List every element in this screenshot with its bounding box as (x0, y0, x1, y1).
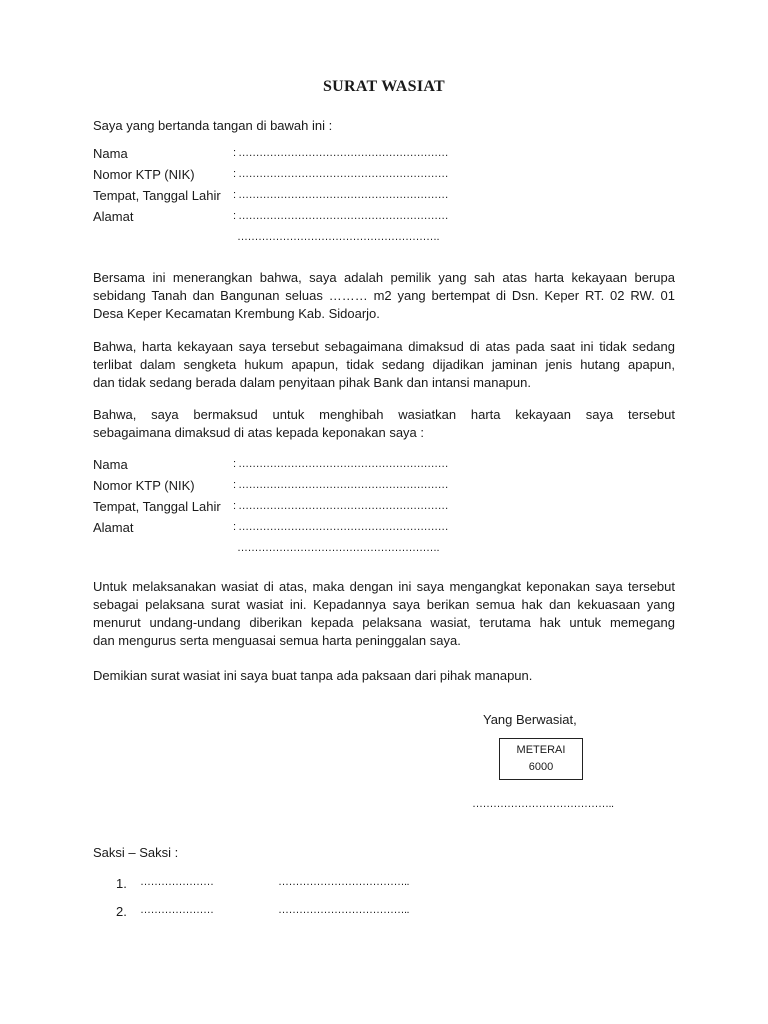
field-label: Alamat (93, 520, 134, 535)
field-row-alamat-cont (93, 538, 448, 559)
field-label: Nomor KTP (NIK) (93, 167, 195, 182)
field-row-nik (93, 475, 448, 496)
stamp-line: METERAI (516, 744, 566, 756)
field-row-alamat (93, 206, 448, 227)
beneficiary-fields (93, 454, 448, 559)
witness-row (116, 904, 409, 919)
field-dots: : …………………………………………………… (233, 210, 449, 222)
field-dots: : …………………………………………………… (233, 479, 449, 491)
field-dots: : …………………………………………………… (233, 521, 449, 533)
field-row-nik (93, 164, 448, 185)
paragraph-line: Bahwa, harta kekayaan saya tersebut sebagaimana dimaksud di atas pada saat ini tidak sedang (93, 339, 675, 354)
witness-name-dots: ………………… (140, 876, 214, 888)
paragraph-line: Untuk melaksanakan wasiat di atas, maka dengan ini saya mengangkat keponakan saya tersebut (93, 579, 675, 594)
paragraph-line: menurut undang-undang diberikan kepada pelaksana wasiat, terutama hak untuk memegang (93, 615, 675, 630)
testator-fields (93, 143, 448, 248)
paragraph-line: Desa Keper Kecamatan Krembung Kab. Sidoarjo. (93, 306, 380, 321)
witness-name-dots: ………………… (140, 904, 214, 916)
field-row-ttl (93, 185, 448, 206)
field-label: Nama (93, 146, 128, 161)
field-dots: : …………………………………………………… (233, 458, 449, 470)
field-row-nama (93, 143, 448, 164)
witness-number: 1. (116, 876, 127, 891)
paragraph-line: Bahwa, saya bermaksud untuk menghibah wasiatkan harta kekayaan saya tersebut (93, 407, 675, 422)
paragraph-line: dan tidak sedang berada dalam penyitaan pihak Bank dan intansi manapun. (93, 375, 531, 390)
field-label: Alamat (93, 209, 134, 224)
closing-statement: Demikian surat wasiat ini saya buat tanpa ada paksaan dari pihak manapun. (93, 668, 533, 683)
witness-row (116, 876, 409, 891)
stamp-box (499, 738, 583, 780)
paragraph-line: dan mengurus serta menguasai semua harta peninggalan saya. (93, 633, 461, 648)
witness-sign-dots: ……………………………….. (278, 876, 410, 888)
field-label: Tempat, Tanggal Lahir (93, 188, 221, 203)
paragraph-ownership (93, 269, 675, 323)
field-label: Tempat, Tanggal Lahir (93, 499, 221, 514)
paragraph-line: Bersama ini menerangkan bahwa, saya adalah pemilik yang sah atas harta kekayaan berupa (93, 270, 675, 285)
field-row-ttl (93, 496, 448, 517)
field-label: Nomor KTP (NIK) (93, 478, 195, 493)
witness-sign-dots: ……………………………….. (278, 904, 410, 916)
field-row-nama (93, 454, 448, 475)
field-label: Nama (93, 457, 128, 472)
paragraph-line: sebagaimana dimaksud di atas kepada keponakan saya : (93, 425, 424, 440)
document-title: SURAT WASIAT (322, 78, 445, 95)
paragraph-intent (93, 406, 675, 442)
intro-text: Saya yang bertanda tangan di bawah ini : (93, 118, 333, 133)
paragraph-line: sebidang Tanah dan Bangunan seluas ……… m2 yang bertempat di Dsn. Keper RT. 02 RW. 01 (93, 288, 675, 303)
field-dots: : …………………………………………………… (233, 500, 449, 512)
field-row-alamat-cont (93, 227, 448, 248)
signature-label: Yang Berwasiat, (483, 712, 577, 727)
field-dots: : …………………………………………………… (233, 147, 449, 159)
paragraph-status (93, 338, 675, 392)
paragraph-line: sebagai pelaksana surat wasiat ini. Kepadannya saya berikan semua hak dan kekuasaan yang (93, 597, 675, 612)
witness-number: 2. (116, 904, 127, 919)
paragraph-executor (93, 578, 675, 650)
signature-dots: ………………………………….. (472, 798, 614, 810)
witnesses-label: Saksi – Saksi : (93, 845, 179, 860)
stamp-value: 6000 (528, 761, 554, 773)
paragraph-line: terlibat dalam sengketa hukum apapun, tidak sedang dijadikan jaminan jenis hutang apapun, (93, 357, 675, 372)
field-dots: …………………………………………………. (237, 231, 440, 243)
field-dots: : …………………………………………………… (233, 189, 449, 201)
field-row-alamat (93, 517, 448, 538)
field-dots: …………………………………………………. (237, 542, 440, 554)
field-dots: : …………………………………………………… (233, 168, 449, 180)
